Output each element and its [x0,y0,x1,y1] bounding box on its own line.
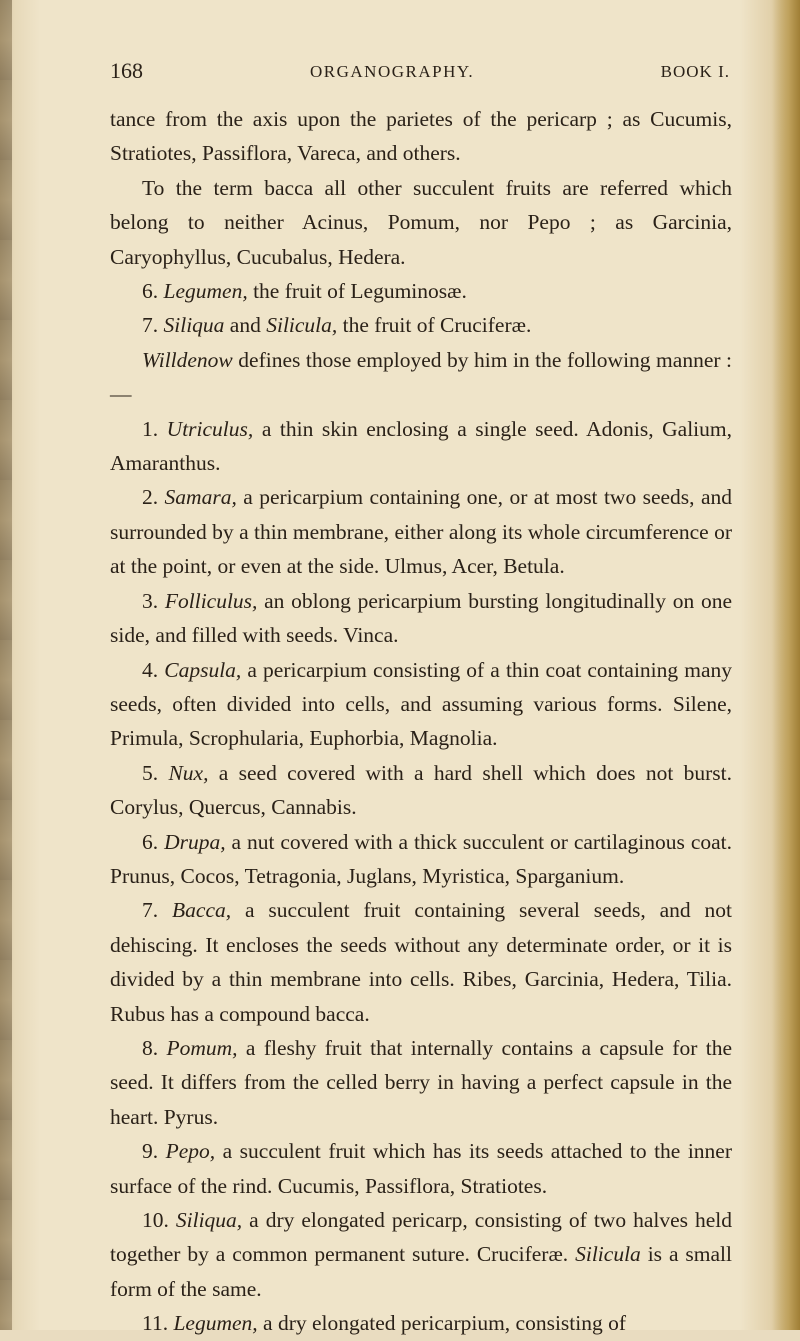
binding-gutter [0,0,12,1330]
running-title: ORGANOGRAPHY. [310,62,475,81]
paragraph-willdenow: Willdenow defines those employed by him in the following manner : — [110,347,732,407]
list-item-drupa: 6. Drupa, a nut covered with a thick succulent or cartilaginous coat. Prunus, Cocos, Tetragonia, Juglans, Myristica, Sparganium. [110,829,732,888]
list-item-legumen-dry: 11. Legumen, a dry elongated pericarpium, consisting of [142,1311,627,1336]
list-item-nux: 5. Nux, a seed covered with a hard shell which does not burst. Corylus, Quercus, Cannabis. [110,760,732,820]
list-item-siliqua-dry: 10. Siliqua, a dry elongated pericarp, consisting of two halves held together by a common permanent suture. Cruciferæ. Silicula is a small form of the same. [110,1208,733,1301]
list-item-utriculus: 1. Utriculus, a thin skin enclosing a single seed. Adonis, Galium, Amaranthus. [110,416,732,476]
page-number: 168 [110,58,143,83]
book-label: BOOK I. [660,62,730,81]
paragraph-continuation: tance from the axis upon the parietes of the pericarp ; as Cucumis, Stratiotes, Passiflora, Vareca, and others. [110,107,732,166]
paragraph-bacca-note: To the term bacca all other succulent fruits are referred which belong to neither Acinus, Pomum, nor Pepo ; as Garcinia, Caryophyllus, Cucubalus, Hedera. [110,175,732,269]
list-item-folliculus: 3. Folliculus, an oblong pericarpium bursting longitudinally on one side, and filled with seeds. Vinca. [110,588,732,648]
running-header [110,58,730,88]
list-item-siliqua: 7. Siliqua and Silicula, the fruit of Cruciferæ. [142,313,532,338]
body-text [110,102,732,1341]
list-item-bacca: 7. Bacca, a succulent fruit containing several seeds, and not dehiscing. It encloses the seeds without any determinate order, or it is divided by a thin membrane into cells. Ribes, Garcinia, Hedera, Tilia. Rubus has a compound bacca. [110,898,732,1026]
list-item-pepo: 9. Pepo, a succulent fruit which has its seeds attached to the inner surface of the rind. Cucumis, Passiflora, Stratiotes. [110,1139,733,1198]
list-item-pomum: 8. Pomum, a fleshy fruit that internally contains a capsule for the seed. It differs from the celled berry in having a perfect capsule in the heart. Pyrus. [110,1035,732,1129]
list-item-samara: 2. Samara, a pericarpium containing one, or at most two seeds, and surrounded by a thin membrane, either along its whole circumference or at the point, or even at the side. Ulmus, Acer, Betula. [110,485,733,579]
page-edge-stain [772,0,800,1330]
list-item-capsula: 4. Capsula, a pericarpium consisting of a thin coat containing many seeds, often divided into cells, and assuming various forms. Silene, Primula, Scrophularia, Euphorbia, Magnolia. [110,657,733,751]
list-item-legumen: 6. Legumen, the fruit of Leguminosæ. [142,279,467,304]
